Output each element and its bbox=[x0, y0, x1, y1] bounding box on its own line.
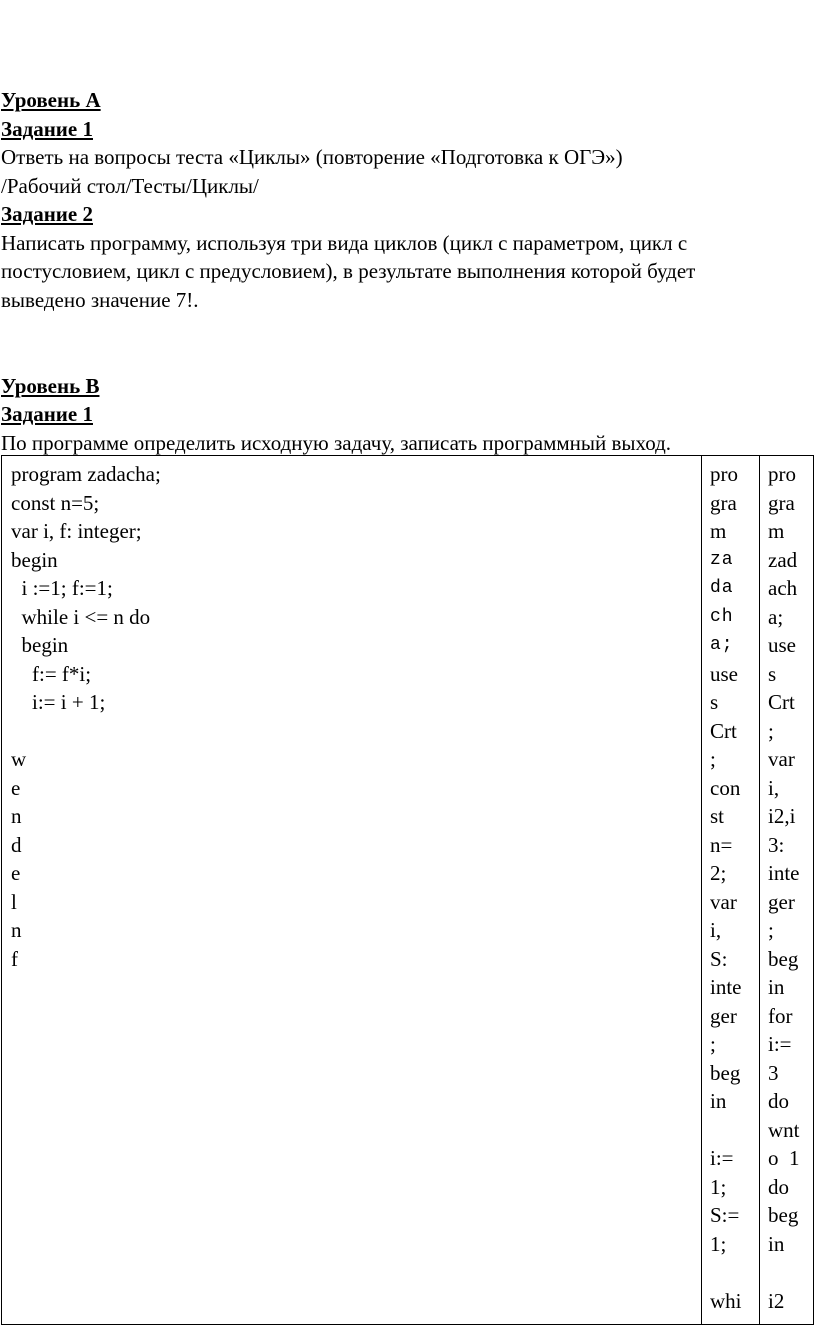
code-line: use bbox=[710, 661, 738, 686]
level-b-task1-text: По программе определить исходную задачу, записать программный выход. bbox=[1, 431, 672, 455]
code-line: do bbox=[768, 1089, 789, 1113]
level-b-heading: Уровень В bbox=[1, 374, 100, 398]
code-line: i:= bbox=[710, 1146, 734, 1170]
code-line: d bbox=[11, 832, 22, 857]
code-line: for bbox=[768, 1003, 793, 1028]
code-line: begin bbox=[11, 633, 69, 657]
code-line: use bbox=[768, 633, 796, 657]
code-line: o 1 bbox=[768, 1146, 800, 1170]
task1-heading: Задание 1 bbox=[1, 117, 93, 141]
code-line: i2,i bbox=[768, 804, 796, 828]
task1-text: Ответь на вопросы теста «Циклы» (повторение «Подготовка к ОГЭ») bbox=[1, 145, 623, 169]
code-line: var bbox=[768, 747, 795, 771]
task1-path: /Рабочий стол/Тесты/Циклы/ bbox=[1, 174, 259, 198]
code-line: st bbox=[710, 804, 725, 828]
code-line: gra bbox=[710, 490, 737, 515]
code-line: m bbox=[710, 519, 727, 543]
code-line bbox=[11, 717, 161, 746]
code-line: do bbox=[768, 1174, 789, 1199]
code-line: za bbox=[710, 549, 734, 570]
code-column-narrow-2 bbox=[768, 460, 800, 1315]
code-line: m bbox=[768, 519, 785, 543]
task2-text-line1: Написать программу, используя три вида циклов (цикл с параметром, цикл с bbox=[1, 231, 688, 255]
code-column-narrow-1 bbox=[710, 460, 742, 1315]
code-line: zad bbox=[768, 547, 798, 572]
code-line: i2 bbox=[768, 1288, 785, 1313]
code-line: n bbox=[11, 918, 22, 942]
code-line: ; bbox=[710, 1032, 716, 1056]
code-line: whi bbox=[710, 1288, 742, 1313]
code-line: f:= f*i; bbox=[11, 661, 92, 686]
code-line: const n=5; bbox=[11, 490, 100, 515]
code-line: i:= i + 1; bbox=[11, 690, 106, 714]
code-line: in bbox=[768, 1231, 785, 1256]
task2-text-line3: выведено значение 7!. bbox=[1, 288, 199, 312]
code-line: n= bbox=[710, 832, 733, 857]
code-line: e bbox=[11, 861, 21, 885]
task2-text-line2: постусловием, цикл с предусловием), в результате выполнения которой будет bbox=[1, 259, 696, 283]
code-line: ; bbox=[710, 747, 716, 771]
code-line bbox=[768, 1258, 800, 1287]
level-b-task1-heading: Задание 1 bbox=[1, 402, 93, 426]
code-line: s bbox=[710, 690, 719, 714]
code-line: while i <= n do bbox=[11, 604, 151, 629]
code-line: in bbox=[710, 1089, 727, 1113]
task2-heading: Задание 2 bbox=[1, 202, 93, 226]
table-divider-2 bbox=[759, 455, 760, 1325]
code-line bbox=[710, 1116, 742, 1145]
code-line: ; bbox=[768, 918, 774, 942]
code-line: pro bbox=[768, 462, 796, 486]
code-line: in bbox=[768, 975, 785, 999]
code-line: 3 bbox=[768, 1060, 779, 1085]
code-line: i:= bbox=[768, 1032, 792, 1056]
code-line: 3: bbox=[768, 832, 785, 857]
code-line: S: bbox=[710, 946, 728, 971]
code-line: ach bbox=[768, 576, 798, 600]
code-line: beg bbox=[710, 1060, 741, 1085]
code-line: ger bbox=[768, 889, 795, 914]
code-line: a; bbox=[768, 604, 784, 629]
code-line: inte bbox=[768, 861, 800, 885]
code-line: f bbox=[11, 946, 18, 971]
code-line: 2; bbox=[710, 861, 727, 885]
code-line: ch bbox=[710, 606, 734, 627]
code-line: i :=1; f:=1; bbox=[11, 576, 113, 600]
code-line: var i, f: integer; bbox=[11, 519, 142, 543]
code-line: beg bbox=[768, 1203, 799, 1227]
code-line: inte bbox=[710, 975, 742, 999]
code-line: wnt bbox=[768, 1117, 800, 1142]
code-line: con bbox=[710, 775, 741, 800]
code-line: Crt bbox=[710, 718, 737, 743]
code-line: program zadacha; bbox=[11, 462, 161, 486]
code-line: var bbox=[710, 889, 737, 914]
code-line: 1; bbox=[710, 1231, 727, 1256]
code-line: l bbox=[11, 889, 17, 914]
code-line: w bbox=[11, 747, 27, 771]
table-divider-1 bbox=[701, 455, 702, 1325]
code-line: a; bbox=[710, 635, 734, 655]
code-line: i, bbox=[768, 775, 780, 800]
code-line: da bbox=[710, 578, 734, 598]
code-line bbox=[710, 1258, 742, 1287]
code-line: e bbox=[11, 775, 21, 800]
code-line: ger bbox=[710, 1003, 737, 1028]
code-line: begin bbox=[11, 547, 58, 572]
code-line: Crt bbox=[768, 690, 795, 714]
code-line: n bbox=[11, 804, 22, 828]
level-a-heading: Уровень А bbox=[1, 88, 101, 112]
code-line: S:= bbox=[710, 1203, 740, 1227]
code-line: beg bbox=[768, 946, 799, 971]
code-column-main bbox=[11, 460, 161, 973]
code-line: ; bbox=[768, 718, 774, 743]
code-line: s bbox=[768, 661, 777, 686]
code-line: i, bbox=[710, 918, 722, 942]
code-line: 1; bbox=[710, 1174, 727, 1199]
code-line: pro bbox=[710, 462, 738, 486]
code-line: gra bbox=[768, 490, 795, 515]
